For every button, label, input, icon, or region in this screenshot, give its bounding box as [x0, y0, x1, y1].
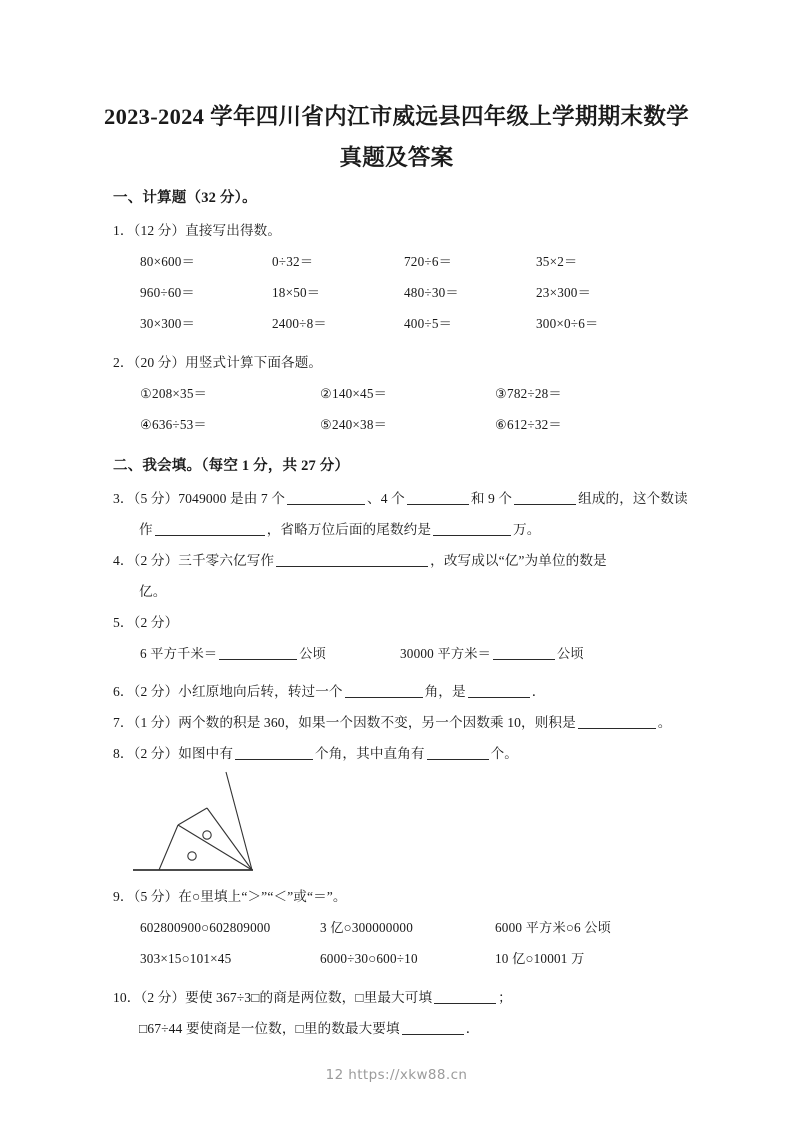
expression: 400÷5＝ [404, 316, 453, 331]
question-3 [113, 483, 688, 545]
question-10-line-2 [113, 1013, 688, 1044]
segment-left [159, 825, 178, 870]
answer-blank[interactable] [434, 990, 496, 1004]
expression: 0÷32＝ [272, 254, 314, 269]
question-3-text-g: 万。 [513, 522, 541, 537]
question-4-line-1 [113, 545, 688, 576]
answer-blank[interactable] [276, 553, 428, 567]
expression: 960÷60＝ [140, 285, 195, 300]
expression: 30×300＝ [140, 316, 195, 331]
answer-blank[interactable] [493, 646, 555, 660]
question-3-text-b: 、4 个 [367, 491, 405, 506]
question-3-text-e: 作 [139, 522, 153, 537]
comparison-expression[interactable]: 3 亿○300000000 [320, 920, 413, 935]
question-6-text-b: 角，是 [424, 684, 466, 699]
question-9-comparisons [113, 912, 688, 974]
question-4-text-a: 4．（2 分）三千零六亿写作 [113, 553, 275, 568]
question-8-line [113, 738, 688, 769]
question-8 [113, 738, 688, 769]
question-10-text-c: □67÷44 要使商是一位数，□里的数最大要填 [139, 1021, 400, 1036]
expression: ②140×45＝ [320, 386, 388, 401]
question-1 [113, 215, 688, 246]
question-7-text-a: 7．（1 分）两个数的积是 360，如果一个因数不变，另一个因数乘 10，则积是 [113, 715, 576, 730]
comparison-expression[interactable]: 6000÷30○600÷10 [320, 951, 418, 966]
comparison-expression[interactable]: 10 亿○10001 万 [495, 951, 585, 966]
question-4 [113, 545, 688, 607]
question-1-expressions [113, 246, 688, 339]
question-5-items [113, 638, 688, 669]
exam-body [113, 183, 688, 1044]
answer-blank[interactable] [433, 522, 511, 536]
question-3-text-c: 和 9 个 [470, 491, 513, 506]
question-5-item-2-before: 30000 平方米＝ [400, 646, 492, 661]
question-5 [113, 607, 688, 638]
answer-blank[interactable] [235, 746, 313, 760]
question-4-text-b: ，改写成以“亿”为单位的数是 [430, 553, 607, 568]
expression: 80×600＝ [140, 254, 195, 269]
question-9-stem: 9．（5 分）在○里填上“＞”“＜”或“＝”。 [113, 889, 347, 904]
question-8-text-a: 8．（2 分）如图中有 [113, 746, 234, 761]
question-10-line-1 [113, 982, 688, 1013]
question-2 [113, 347, 688, 378]
segment-upper-left [178, 808, 207, 825]
segment-diagonal [178, 825, 252, 870]
expression: 720÷6＝ [404, 254, 453, 269]
question-5-item-1 [140, 638, 400, 669]
question-1-stem: 1．（12 分）直接写出得数。 [113, 223, 282, 238]
question-4-line-2: 亿。 [139, 584, 167, 599]
question-10-text-b: ； [498, 990, 512, 1005]
answer-blank[interactable] [427, 746, 489, 760]
page-title-line-2: 真题及答案 [339, 145, 454, 170]
question-10-text-a: 10．（2 分）要使 367÷3□的商是两位数，□里最大可填 [113, 990, 433, 1005]
expression: 2400÷8＝ [272, 316, 327, 331]
expression: ⑥612÷32＝ [495, 417, 562, 432]
question-3-text-a: 3．（5 分）7049000 是由 7 个 [113, 491, 286, 506]
question-6-line [113, 676, 688, 707]
answer-blank[interactable] [219, 646, 297, 660]
expression: 300×0÷6＝ [536, 316, 599, 331]
comparison-expression[interactable]: 6000 平方米○6 公顷 [495, 920, 612, 935]
angles-diagram [131, 769, 381, 881]
question-10 [113, 982, 688, 1044]
expression: ③782÷28＝ [495, 386, 562, 401]
expression: 18×50＝ [272, 285, 321, 300]
question-3-text-f: ，省略万位后面的尾数约是 [266, 522, 432, 537]
comparison-expression[interactable]: 303×15○101×45 [140, 951, 232, 966]
ray-up [226, 772, 252, 870]
question-5-stem: 5．（2 分） [113, 615, 179, 630]
question-6-text-c: ． [531, 684, 546, 699]
answer-blank[interactable] [155, 522, 265, 536]
question-8-text-b: 个角，其中直角有 [315, 746, 425, 761]
expression: ①208×35＝ [140, 386, 208, 401]
question-7-line [113, 707, 688, 738]
question-8-figure [113, 769, 688, 881]
segment-upper-right [207, 808, 252, 870]
question-5-item-2-after: 公顷 [557, 646, 584, 661]
angle-mark-upper [203, 831, 211, 839]
section-heading-2: 二、我会填。（每空 1 分，共 27 分） [113, 458, 350, 474]
question-7-text-b: 。 [657, 715, 672, 730]
answer-blank[interactable] [407, 491, 469, 505]
answer-blank[interactable] [514, 491, 576, 505]
question-8-text-c: 个。 [490, 746, 518, 761]
expression: 480÷30＝ [404, 285, 459, 300]
page-title [0, 0, 793, 178]
question-3-line-2 [113, 514, 688, 545]
question-5-item-2 [400, 638, 688, 669]
expression: 23×300＝ [536, 285, 591, 300]
question-6 [113, 676, 688, 707]
expression: 35×2＝ [536, 254, 578, 269]
question-9 [113, 881, 688, 912]
expression: ⑤240×38＝ [320, 417, 388, 432]
question-10-text-d: ． [465, 1021, 480, 1036]
page-title-line-1: 2023-2024 学年四川省内江市威远县四年级上学期期末数学 [104, 104, 689, 129]
footer-watermark: 12 https://xkw88.cn [325, 1067, 468, 1083]
answer-blank[interactable] [578, 715, 656, 729]
answer-blank[interactable] [345, 684, 423, 698]
question-6-text-a: 6．（2 分）小红原地向后转，转过一个 [113, 684, 343, 699]
angle-mark-lower [188, 852, 196, 860]
answer-blank[interactable] [468, 684, 530, 698]
question-3-line-1 [113, 483, 688, 514]
question-2-expressions [113, 378, 688, 440]
section-heading-1: 一、计算题（32 分）。 [113, 190, 257, 206]
expression: ④636÷53＝ [140, 417, 207, 432]
question-5-item-1-after: 公顷 [299, 646, 327, 661]
answer-blank[interactable] [287, 491, 365, 505]
question-5-item-1-before: 6 平方千米＝ [140, 646, 218, 661]
question-3-text-d: 组成的，这个数读 [578, 491, 688, 506]
question-7 [113, 707, 688, 738]
question-2-stem: 2．（20 分）用竖式计算下面各题。 [113, 355, 323, 370]
answer-blank[interactable] [402, 1021, 464, 1035]
comparison-expression[interactable]: 602800900○602809000 [140, 920, 271, 935]
